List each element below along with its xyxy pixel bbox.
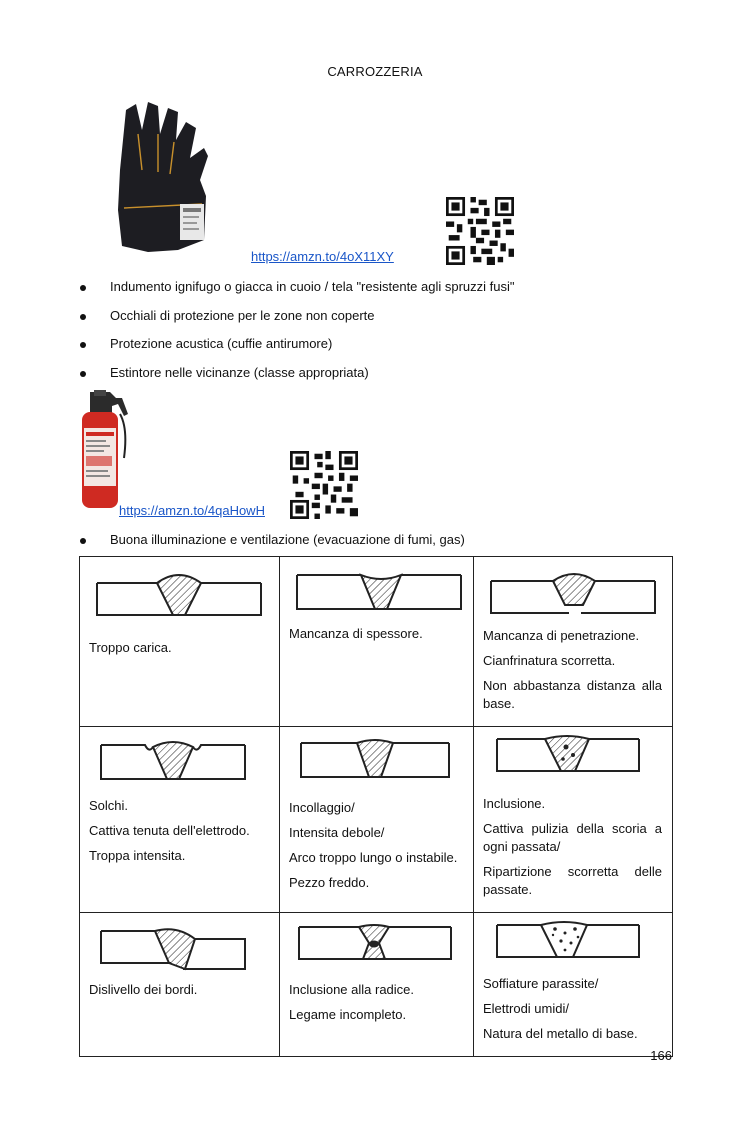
table-row: [80, 557, 673, 727]
qr-code-icon: [446, 197, 514, 265]
page-number: 166: [650, 1048, 672, 1063]
defect-cell: Inclusione. Cattiva pulizia della scoria a ogni passata/ Ripartizione scorretta delle passate.: [474, 727, 673, 913]
slag-inclusion-diagram: [483, 731, 661, 785]
bullet-dot-icon: [80, 371, 86, 377]
defect-cell: Inclusione alla radice. Legame incompleto.: [280, 913, 474, 1057]
defect-cell: Mancanza di spessore.: [280, 557, 474, 727]
defect-cell: Dislivello dei bordi.: [80, 913, 280, 1057]
undercut-diagram: [89, 731, 267, 787]
table-row: [80, 727, 673, 913]
insufficient-thickness-diagram: [289, 561, 465, 617]
root-inclusion-diagram: [289, 917, 465, 971]
welding-defects-table: [79, 556, 673, 1057]
bullet-dot-icon: [80, 342, 86, 348]
defect-cell: Troppo carica.: [80, 557, 280, 727]
extinguisher-link[interactable]: https://amzn.to/4qaHowH: [119, 503, 265, 518]
defect-cell: Incollaggio/ Intensita debole/ Arco troppo lungo o instabile. Pezzo freddo.: [280, 727, 474, 913]
bullet-dot-icon: [80, 538, 86, 544]
porosity-diagram: [483, 917, 661, 971]
bullet-dot-icon: [80, 285, 86, 291]
misalignment-diagram: [89, 917, 267, 973]
excess-weld-diagram: [89, 561, 267, 621]
bullet-dot-icon: [80, 314, 86, 320]
defect-cell: Soffiature parassite/ Elettrodi umidi/ Natura del metallo di base.: [474, 913, 673, 1057]
page-header: CARROZZERIA: [327, 64, 423, 79]
lack-of-penetration-diagram: [483, 561, 661, 621]
qr-code-icon: [290, 451, 358, 519]
defect-cell: Mancanza di penetrazione. Cianfrinatura scorretta. Non abbastanza distanza alla base.: [474, 557, 673, 727]
fire-extinguisher-image: [76, 388, 130, 510]
welding-glove-image: [108, 100, 218, 255]
table-row: [80, 913, 673, 1057]
lack-of-fusion-diagram: [289, 731, 465, 785]
defect-cell: Solchi. Cattiva tenuta dell'elettrodo. Troppa intensita.: [80, 727, 280, 913]
glove-link[interactable]: https://amzn.to/4oX11XY: [251, 249, 394, 264]
